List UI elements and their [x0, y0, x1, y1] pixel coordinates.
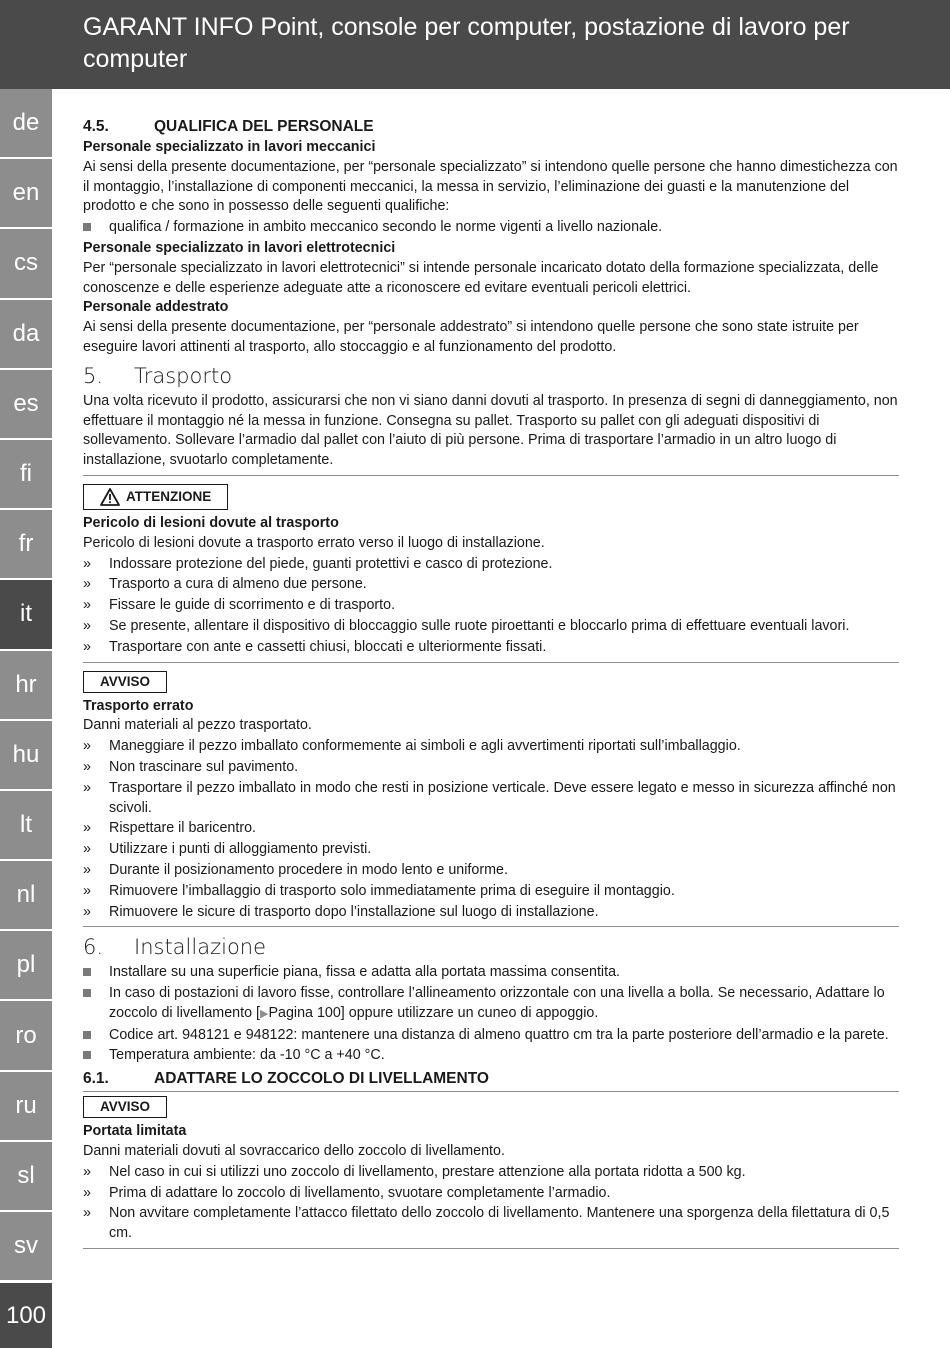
- notice-list: [83, 1163, 899, 1244]
- notice-label: AVVISO: [83, 1096, 167, 1118]
- list-item-text: Utilizzare i punti di alloggiamento previsti.: [109, 841, 372, 858]
- list-item: [83, 1204, 899, 1244]
- chapter-heading-6: [83, 933, 899, 961]
- list-item-text: Rimuovere l’imballaggio di trasporto solo immediatamente prima di eseguire il montaggio.: [109, 882, 675, 899]
- main-content: [83, 114, 899, 1255]
- qualification-list: [83, 218, 899, 238]
- list-item-text: Rispettare il baricentro.: [109, 820, 257, 837]
- arrow-bullet-icon: »: [83, 638, 91, 655]
- warning-triangle-icon: [100, 488, 120, 506]
- list-item: [83, 1184, 899, 1204]
- list-item-text: Se presente, allentare il dispositivo di bloccaggio sulle ruote piroettanti e bloccarlo prima di effettuare eventuali lavori.: [109, 617, 850, 634]
- list-item-text: Indossare protezione del piede, guanti protettivi e casco di protezione.: [109, 555, 553, 572]
- list-item-text: Temperatura ambiente: da -10 °C a +40 °C.: [109, 1047, 385, 1064]
- notice-text: Danni materiali al pezzo trasportato.: [83, 717, 312, 734]
- list-item: [83, 218, 899, 238]
- divider: [83, 1091, 899, 1092]
- list-item: [83, 840, 899, 860]
- lang-tab-da[interactable]: da: [0, 300, 52, 370]
- page-reference-link[interactable]: Pagina 100: [268, 1004, 341, 1021]
- arrow-bullet-icon: »: [83, 1205, 91, 1222]
- list-item-text: Fissare le guide di scorrimento e di trasporto.: [109, 597, 396, 614]
- arrow-bullet-icon: »: [83, 1163, 91, 1180]
- section-number: 6.1.: [83, 1070, 109, 1088]
- lang-tab-nl[interactable]: nl: [0, 861, 52, 931]
- arrow-bullet-icon: »: [83, 576, 91, 593]
- divider: [83, 662, 899, 663]
- paragraph-trained: Ai sensi della presente documentazione, per “personale addestrato” si intendono quelle persone che sono state istruite per eseguire lavori attinenti al trasporto, allo stoccaggio e al funzionamento del prodotto.: [83, 319, 859, 355]
- paragraph-electrical: Per “personale specializzato in lavori elettrotecnici” si intende personale incaricato dotato della formazione specializzata, delle conoscenze e delle esperienze adeguate atte a riconoscere ed evitare eventuali pericoli elettrici.: [83, 259, 879, 296]
- cross-reference-arrow-icon: ▶: [259, 1007, 269, 1020]
- list-item-text: Non avvitare completamente l’attacco filettato dello zoccolo di livellamento. Mantenere una sporgenza della filettatura di 0,5 cm.: [109, 1205, 890, 1242]
- square-bullet-icon: [83, 218, 109, 238]
- list-item: [83, 596, 899, 616]
- lang-tab-hr[interactable]: hr: [0, 651, 52, 721]
- list-item: [83, 758, 899, 778]
- lang-tab-lt[interactable]: lt: [0, 791, 52, 861]
- list-item: [83, 882, 899, 902]
- section-heading-6-1: [83, 1068, 899, 1090]
- lang-tab-en[interactable]: en: [0, 159, 52, 229]
- list-item-text: [109, 984, 899, 1025]
- arrow-bullet-icon: »: [83, 597, 91, 614]
- document-title: GARANT INFO Point, console per computer, postazione di lavoro per computer: [83, 13, 850, 73]
- page-header: [0, 0, 950, 89]
- language-sidebar: [0, 89, 52, 1348]
- list-item-text: Trasportare con ante e cassetti chiusi, bloccati e ulteriormente fissati.: [109, 638, 547, 655]
- arrow-bullet-icon: »: [83, 882, 91, 899]
- list-item: [83, 737, 899, 757]
- divider: [83, 926, 899, 927]
- list-item-text: Installare su una superficie piana, fissa e adatta alla portata massima consentita.: [109, 964, 621, 981]
- list-item: [83, 638, 899, 658]
- lang-tab-sv[interactable]: sv: [0, 1212, 52, 1282]
- arrow-bullet-icon: »: [83, 738, 91, 755]
- list-item: [83, 903, 899, 923]
- installation-list: [83, 963, 899, 1066]
- paragraph-mechanical: Ai sensi della presente documentazione, per “personale specializzato” si intendono quelle persone che hanno dimestichezza con il montaggio, l’installazione di componenti meccanici, la messa in servizio, l’eliminazione dei guasti e la manutenzione del prodotto e che sono in possesso delle seguenti qualifiche:: [83, 158, 898, 215]
- notice-text: Danni materiali dovuti al sovraccarico dello zoccolo di livellamento.: [83, 1143, 505, 1160]
- chapter-number: 6.: [83, 935, 104, 960]
- list-item: [83, 963, 899, 983]
- chapter-title: Trasporto: [134, 363, 233, 388]
- lang-tab-hu[interactable]: hu: [0, 721, 52, 791]
- list-item-text: Prima di adattare lo zoccolo di livellamento, svuotare completamente l’armadio.: [109, 1184, 611, 1201]
- lang-tab-fr[interactable]: fr: [0, 510, 52, 580]
- square-bullet-icon: [83, 984, 109, 1025]
- attention-list: [83, 555, 899, 658]
- lang-tab-es[interactable]: es: [0, 370, 52, 440]
- arrow-bullet-icon: »: [83, 861, 91, 878]
- list-item: [83, 861, 899, 881]
- list-item: [83, 819, 899, 839]
- page-number: 100: [0, 1283, 52, 1348]
- list-item: [83, 555, 899, 575]
- list-item-text: Codice art. 948121 e 948122: mantenere una distanza di almeno quattro cm tra la parte posteriore dell’armadio e la parete.: [109, 1026, 889, 1043]
- list-item-text-part: ] oppure utilizzare un cuneo di appoggio.: [340, 1004, 599, 1021]
- list-item: [83, 984, 899, 1025]
- notice-title: Portata limitata: [83, 1123, 187, 1140]
- divider: [83, 1248, 899, 1249]
- arrow-bullet-icon: »: [83, 555, 91, 572]
- lang-tab-pl[interactable]: pl: [0, 931, 52, 1001]
- arrow-bullet-icon: »: [83, 617, 91, 634]
- lang-tab-it[interactable]: it: [0, 580, 52, 650]
- paragraph-transport: Una volta ricevuto il prodotto, assicurarsi che non vi siano danni dovuti al trasporto. In presenza di segni di danneggiamento, non effettuare il montaggio né la messa in funzione. Consegna su pallet. Trasporto su pallet con gli adeguati dispositivi di sollevamento. Sollevare l’armadio dal pallet con l’aiuto di più persone. Prima di trasportare l’armadio in un altro luogo di installazione, svuotarlo completamente.: [83, 392, 898, 469]
- list-item-text: Durante il posizionamento procedere in modo lento e uniforme.: [109, 861, 508, 878]
- attention-title: Pericolo di lesioni dovute al trasporto: [83, 514, 339, 531]
- lang-tab-sl[interactable]: sl: [0, 1142, 52, 1212]
- arrow-bullet-icon: »: [83, 779, 91, 796]
- list-item: [83, 617, 899, 637]
- divider: [83, 475, 899, 476]
- square-bullet-icon: [83, 1026, 109, 1046]
- chapter-title: Installazione: [134, 935, 267, 960]
- list-item: [83, 1026, 899, 1046]
- notice-label: AVVISO: [83, 671, 167, 693]
- lang-tab-ro[interactable]: ro: [0, 1001, 52, 1071]
- section-heading-4-5: [83, 116, 899, 138]
- list-item: [83, 575, 899, 595]
- lang-tab-ru[interactable]: ru: [0, 1072, 52, 1142]
- section-title: QUALIFICA DEL PERSONALE: [154, 118, 374, 135]
- list-item-text: Nel caso in cui si utilizzi uno zoccolo di livellamento, prestare attenzione alla portata ridotta a 500 kg.: [109, 1163, 746, 1180]
- arrow-bullet-icon: »: [83, 820, 91, 837]
- chapter-number: 5.: [83, 363, 104, 388]
- list-item-text-part: In caso di postazioni di lavoro fisse, controllare l’allineamento orizzontale con una livella a bolla. Se necessario, Adattare lo zoccolo di livellamento [: [109, 985, 885, 1021]
- square-bullet-icon: [83, 1046, 109, 1066]
- lang-tab-cs[interactable]: cs: [0, 229, 52, 299]
- list-item-text: Trasporto a cura di almeno due persone.: [109, 576, 367, 593]
- arrow-bullet-icon: »: [83, 758, 91, 775]
- list-item: [83, 1046, 899, 1066]
- subheading-electrical: Personale specializzato in lavori elettrotecnici: [83, 239, 396, 256]
- notice-title: Trasporto errato: [83, 697, 194, 714]
- list-item-text: Maneggiare il pezzo imballato conformemente ai simboli e agli avvertimenti riportati sull’imballaggio.: [109, 738, 741, 755]
- list-item-text: Trasportare il pezzo imballato in modo che resti in posizione verticale. Deve essere legato e messo in sicurezza affinché non scivoli.: [109, 779, 896, 816]
- notice-list: [83, 737, 899, 922]
- attention-label: [83, 484, 228, 510]
- arrow-bullet-icon: »: [83, 841, 91, 858]
- subheading-mechanical: Personale specializzato in lavori meccanici: [83, 139, 376, 155]
- subheading-trained: Personale addestrato: [83, 299, 229, 316]
- list-item-text: Non trascinare sul pavimento.: [109, 758, 299, 775]
- chapter-heading-5: [83, 362, 899, 390]
- lang-tab-fi[interactable]: fi: [0, 440, 52, 510]
- attention-label-text: ATTENZIONE: [126, 488, 212, 504]
- square-bullet-icon: [83, 963, 109, 983]
- section-title: ADATTARE LO ZOCCOLO DI LIVELLAMENTO: [154, 1070, 489, 1088]
- lang-tab-de[interactable]: de: [0, 89, 52, 159]
- list-item-text: Rimuovere le sicure di trasporto dopo l’installazione sul luogo di installazione.: [109, 903, 599, 920]
- list-item-text: qualifica / formazione in ambito meccanico secondo le norme vigenti a livello nazionale.: [109, 219, 663, 236]
- list-item: [83, 1163, 899, 1183]
- attention-text: Pericolo di lesioni dovute a trasporto errato verso il luogo di installazione.: [83, 534, 545, 551]
- list-item: [83, 779, 899, 819]
- arrow-bullet-icon: »: [83, 903, 91, 920]
- section-number: 4.5.: [83, 118, 109, 135]
- arrow-bullet-icon: »: [83, 1184, 91, 1201]
